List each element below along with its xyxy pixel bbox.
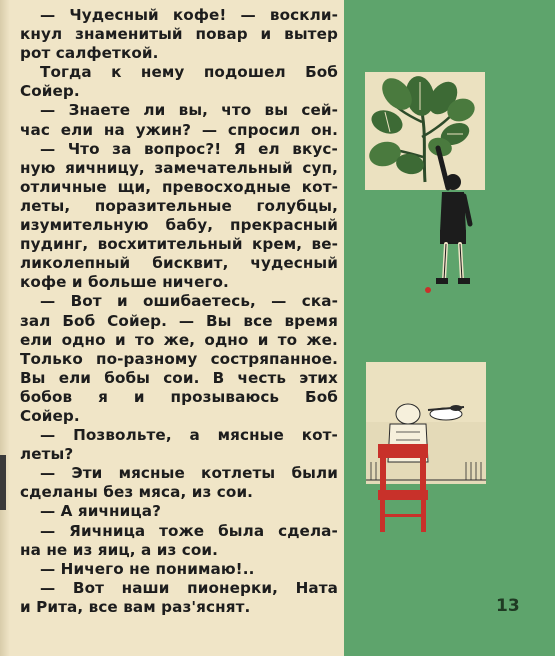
text-line: — Эти мясные котлеты были	[40, 464, 338, 483]
text-line: — Яичница тоже была сдела-	[40, 521, 338, 540]
page-gutter	[0, 0, 10, 656]
text-line: Сойер.	[20, 406, 80, 425]
text-line: ликолепный бисквит, чудесный	[20, 254, 338, 273]
text-line: — Вот и ошибаетесь, — ска-	[40, 292, 338, 311]
text-line: леты?	[20, 445, 74, 464]
text-line: рот салфеткой.	[20, 44, 159, 63]
text-line: — Вот наши пионерки, Ната	[40, 578, 338, 597]
text-line: — А яичница?	[40, 502, 161, 521]
text-line: — Что за вопрос?! Я ел вкус-	[40, 139, 338, 158]
text-line: изумительную бабу, прекрасный	[20, 216, 338, 235]
story-text	[20, 6, 338, 617]
text-line: зал Боб Сойер. — Вы все время	[20, 311, 338, 330]
ink-mark	[0, 455, 6, 510]
text-line: кнул знаменитый повар и вытер	[20, 25, 338, 44]
text-line: кофе и больше ничего.	[20, 273, 229, 292]
text-line: Сойер.	[20, 82, 80, 101]
page-number: 13	[496, 596, 520, 616]
text-line: ели одно и то же, одно и то же.	[20, 330, 338, 349]
text-line: леты, поразительные голубцы,	[20, 196, 338, 215]
text-line: — Позвольте, а мясные кот-	[40, 426, 338, 445]
text-line: — Знаете ли вы, что вы сей-	[40, 101, 338, 120]
boy-figure	[420, 140, 480, 300]
red-chair	[376, 442, 430, 534]
text-line: Только по-разному состряпанное.	[20, 349, 338, 368]
text-line: и Рита, все вам раз'яснят.	[20, 597, 251, 616]
text-line: бобов я и прозываюсь Боб	[20, 387, 338, 406]
text-line: ную яичницу, замечательный суп,	[20, 158, 338, 177]
text-line: отличные щи, превосходные кот-	[20, 177, 338, 196]
text-line: пудинг, восхитительный крем, ве-	[20, 235, 338, 254]
text-line: Вы ели бобы сои. В честь этих	[20, 368, 338, 387]
text-line: — Чудесный кофе! — воскли-	[40, 6, 338, 24]
text-line: на не из яиц, а из сои.	[20, 540, 219, 559]
text-line: час ели на ужин? — спросил он.	[20, 120, 338, 139]
text-line: — Ничего не понимаю!..	[40, 559, 255, 578]
text-line: сделаны без мяса, из сои.	[20, 483, 254, 502]
text-line: Тогда к нему подошел Боб	[40, 63, 338, 82]
